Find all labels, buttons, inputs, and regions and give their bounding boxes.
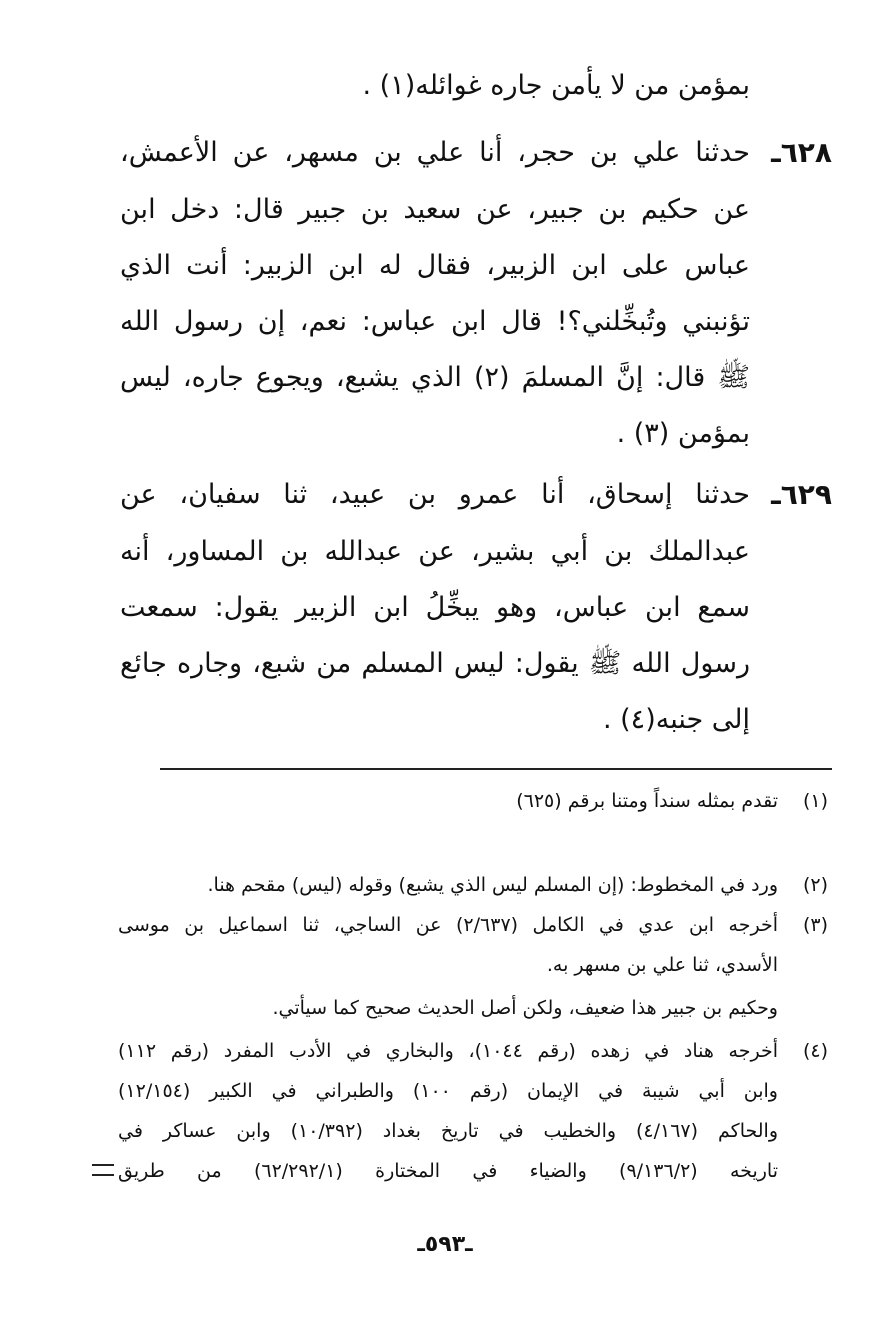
footnote-line: أخرجه ابن عدي في الكامل (٢/٦٣٧) عن الساجي، ثنا اسماعيل بن موسى: [118, 914, 778, 936]
footnote-line: تاريخه (٩/١٣٦/٢) والضياء في المختارة (٦٢/٢٩٢/١) من طريق: [118, 1160, 778, 1182]
text-line: حدثنا إسحاق، أنا عمرو بن عبيد، ثنا سفيان، عن: [120, 479, 750, 510]
footnote-number: (٤): [802, 1040, 828, 1062]
text-line: بمؤمن من لا يأمن جاره غوائله(١) .: [362, 70, 750, 101]
text-line: عباس على ابن الزبير، فقال له ابن الزبير: أنت الذي: [120, 250, 750, 281]
text-line: بمؤمن (٣) .: [616, 418, 750, 449]
text-line: حدثنا علي بن حجر، أنا علي بن مسهر، عن الأعمش،: [120, 137, 750, 168]
hadith-number: ٦٢٩ـ: [771, 478, 832, 511]
page-number: ـ٥٩٣ـ: [417, 1232, 473, 1257]
footnote-number: (٢): [802, 874, 828, 896]
hadith-number: ٦٢٨ـ: [771, 136, 832, 169]
footnote-number: (١): [802, 790, 828, 812]
text-line: عبدالملك بن أبي بشير، عن عبدالله بن المساور، أنه: [120, 536, 750, 567]
footnote-number: (٣): [802, 914, 828, 936]
text-line: ﷺ قال: إنَّ المسلمَ (٢) الذي يشبع، ويجوع جاره، ليس: [120, 362, 750, 393]
footnote-separator: [160, 768, 832, 770]
footnote-line: ورد في المخطوط: (إن المسلم ليس الذي يشبع) وقوله (ليس) مقحم هنا.: [207, 874, 778, 896]
text-line: إلى جنبه(٤) .: [602, 704, 750, 735]
footnote-line: وابن أبي شيبة في الإيمان (رقم ١٠٠) والطبراني في الكبير (١٢/١٥٤): [118, 1080, 778, 1102]
text-line: تؤنبني وتُبخِّلني؟! قال ابن عباس: نعم، إن رسول الله: [120, 306, 750, 337]
footnote-line: الأسدي، ثنا علي بن مسهر به.: [546, 954, 778, 976]
text-line: سمع ابن عباس، وهو يبخِّلُ ابن الزبير يقول: سمعت: [120, 592, 750, 623]
continuation-mark: [92, 1164, 114, 1176]
footnote-line: والحاكم (٤/١٦٧) والخطيب في تاريخ بغداد (١٠/٣٩٢) وابن عساكر في: [118, 1120, 778, 1142]
footnote-line: تقدم بمثله سنداً ومتنا برقم (٦٢٥): [516, 790, 778, 812]
footnote-line: وحكيم بن جبير هذا ضعيف، ولكن أصل الحديث صحيح كما سيأتي.: [272, 997, 778, 1019]
footnote-line: أخرجه هناد في زهده (رقم ١٠٤٤)، والبخاري في الأدب المفرد (رقم ١١٢): [118, 1040, 779, 1062]
text-line: رسول الله ﷺ يقول: ليس المسلم من شبع، وجاره جائع: [120, 648, 750, 679]
text-line: عن حكيم بن جبير، عن سعيد بن جبير قال: دخل ابن: [120, 194, 750, 225]
